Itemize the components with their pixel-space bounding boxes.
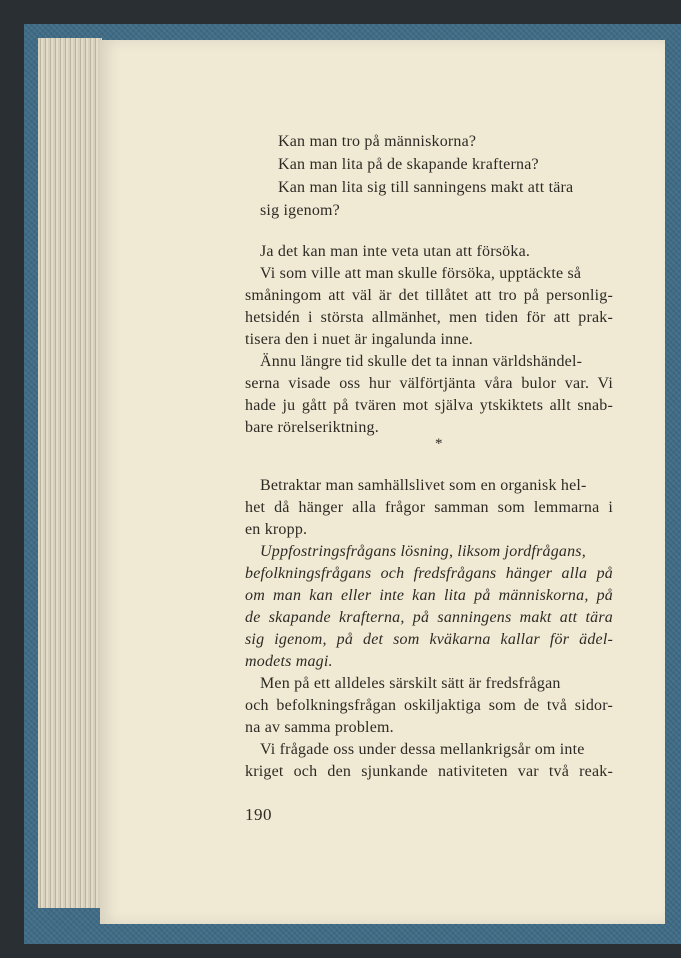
text-line-italic: sig igenom, på det som kväkarna kallar för ädel-	[245, 631, 613, 648]
text-line: serna visade oss hur välförtjänta våra bulor var. Vi	[245, 375, 613, 392]
text-line: sig igenom?	[260, 202, 340, 219]
text-line: het då hänger alla frågor samman som lemmarna i	[245, 499, 613, 516]
page-number: 190	[245, 805, 272, 824]
text-line-italic: modets magi.	[245, 653, 333, 670]
text-line-italic: Uppfostringsfrågans lösning, liksom jordfrågans,	[260, 543, 586, 560]
text-line: tisera den i nuet är ingalunda inne.	[245, 331, 474, 348]
text-line: Kan man tro på människorna?	[278, 133, 477, 150]
text-line: Ja det kan man inte veta utan att försöka.	[260, 243, 531, 260]
text-line: och befolkningsfrågan oskiljaktiga som de två sidor-	[245, 697, 613, 714]
text-line: Betraktar man samhällslivet som en organisk hel-	[260, 477, 587, 494]
text-line-italic: befolkningsfrågans och fredsfrågans hänger alla på	[245, 565, 613, 582]
text-line: bare rörelseriktning.	[245, 419, 379, 436]
text-line: småningom att väl är det tillåtet att tro på personlig-	[245, 287, 613, 304]
book-page	[100, 40, 665, 924]
text-line: Vi som ville att man skulle försöka, upptäckte så	[260, 265, 582, 282]
text-line: Kan man lita sig till sanningens makt att tära	[278, 179, 574, 196]
text-line: Men på ett alldeles särskilt sätt är fredsfrågan	[260, 675, 561, 692]
text-line: hetsidén i största allmänhet, men tiden för att prak-	[245, 309, 613, 326]
text-line: en kropp.	[245, 521, 308, 538]
text-line-italic: de skapande krafterna, på sanningens makt att tära	[245, 609, 613, 626]
text-line: na av samma problem.	[245, 719, 394, 736]
text-line: kriget och den sjunkande nativiteten var två reak-	[245, 763, 613, 780]
text-line: Kan man lita på de skapande krafterna?	[278, 156, 539, 173]
text-line: hade ju gått på tvären mot själva ytskiktets allt snab-	[245, 397, 613, 414]
section-asterisk: *	[435, 436, 443, 452]
page-edges	[38, 38, 102, 908]
text-line: Ännu längre tid skulle det ta innan världshändel-	[260, 353, 583, 370]
text-line: Vi frågade oss under dessa mellankrigsår om inte	[260, 741, 585, 758]
text-line-italic: om man kan eller inte kan lita på människorna, på	[245, 587, 613, 604]
